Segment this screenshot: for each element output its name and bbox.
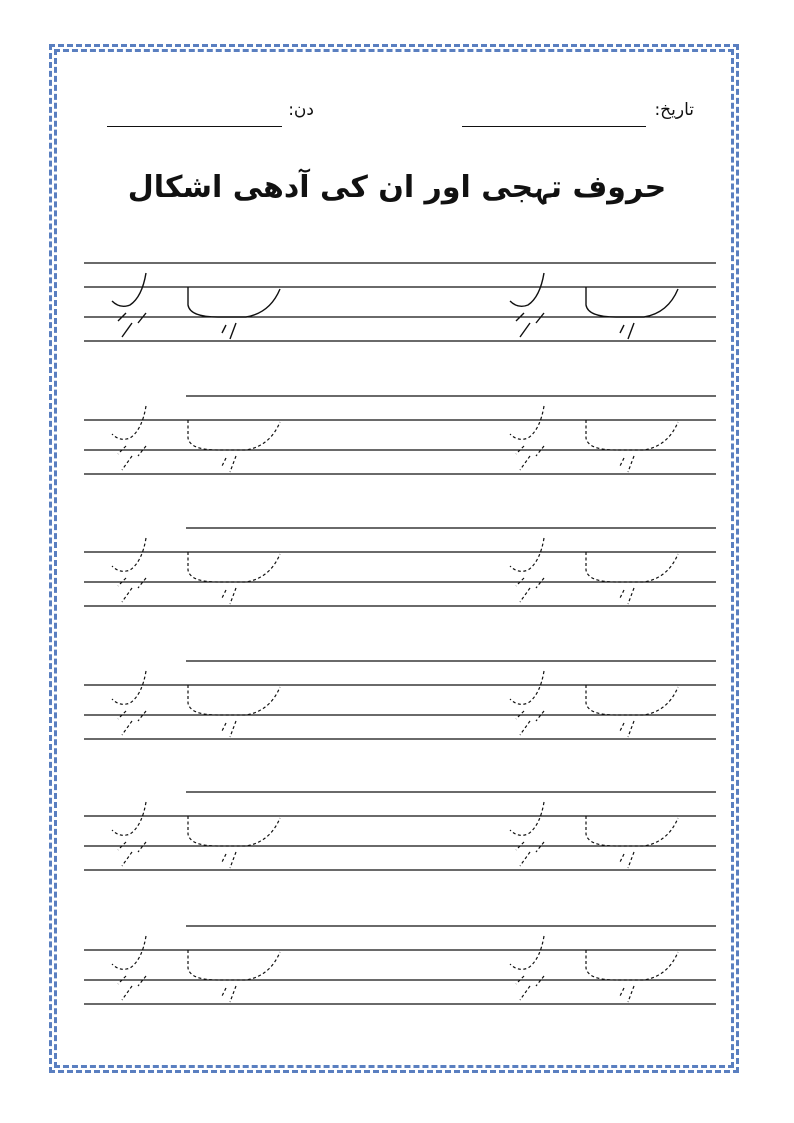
row-4-col-1-bowl-letter bbox=[188, 685, 280, 715]
row-1-col-1-bowl-marks bbox=[222, 323, 236, 339]
row-5-col-1-bowl-letter bbox=[188, 816, 280, 846]
row-4-col-2-bowl-marks bbox=[620, 721, 634, 737]
day-label: دن: bbox=[288, 100, 314, 120]
row-1-col-2-hook-letter bbox=[510, 273, 544, 306]
row-5-col-2-bowl-letter bbox=[586, 816, 678, 846]
row-6-col-1-bowl-letter bbox=[188, 950, 280, 980]
row-2-col-2-bowl-letter bbox=[586, 420, 678, 450]
row-3-col-2-bowl-marks bbox=[620, 588, 634, 604]
date-label: تاریخ: bbox=[654, 100, 694, 120]
row-2-col-2-bowl-marks bbox=[620, 456, 634, 472]
row-3-col-2-bowl-letter bbox=[586, 552, 678, 582]
row-6-col-2-hook-letter bbox=[510, 936, 544, 969]
row-1-col-2-bowl-marks bbox=[620, 323, 634, 339]
row-3-col-1-hook-letter bbox=[112, 538, 146, 571]
row-2-col-1-hook-letter bbox=[112, 406, 146, 439]
row-6-col-1-bowl-marks bbox=[222, 986, 236, 1002]
worksheet-title: حروف تہجی اور ان کی آدھی اشکال bbox=[127, 170, 667, 205]
row-6-col-1-hook-letter bbox=[112, 936, 146, 969]
row-3-col-2-hook-letter bbox=[510, 538, 544, 571]
row-4-col-2-bowl-letter bbox=[586, 685, 678, 715]
row-6-col-2-bowl-marks bbox=[620, 986, 634, 1002]
row-2-col-2-hook-letter bbox=[510, 406, 544, 439]
row-3-col-1-bowl-letter bbox=[188, 552, 280, 582]
row-1-col-1-hook-letter bbox=[112, 273, 146, 306]
row-2-col-1-bowl-letter bbox=[188, 420, 280, 450]
row-5-col-2-bowl-marks bbox=[620, 852, 634, 868]
row-2-col-1-bowl-marks bbox=[222, 456, 236, 472]
row-1-col-1-bowl-letter bbox=[188, 287, 280, 317]
row-4-col-1-bowl-marks bbox=[222, 721, 236, 737]
row-4-col-2-hook-letter bbox=[510, 671, 544, 704]
row-3-col-1-bowl-marks bbox=[222, 588, 236, 604]
row-5-col-1-hook-letter bbox=[112, 802, 146, 835]
row-6-col-2-bowl-letter bbox=[586, 950, 678, 980]
row-5-col-1-bowl-marks bbox=[222, 852, 236, 868]
row-4-col-1-hook-letter bbox=[112, 671, 146, 704]
row-5-col-2-hook-letter bbox=[510, 802, 544, 835]
row-1-col-2-bowl-letter bbox=[586, 287, 678, 317]
